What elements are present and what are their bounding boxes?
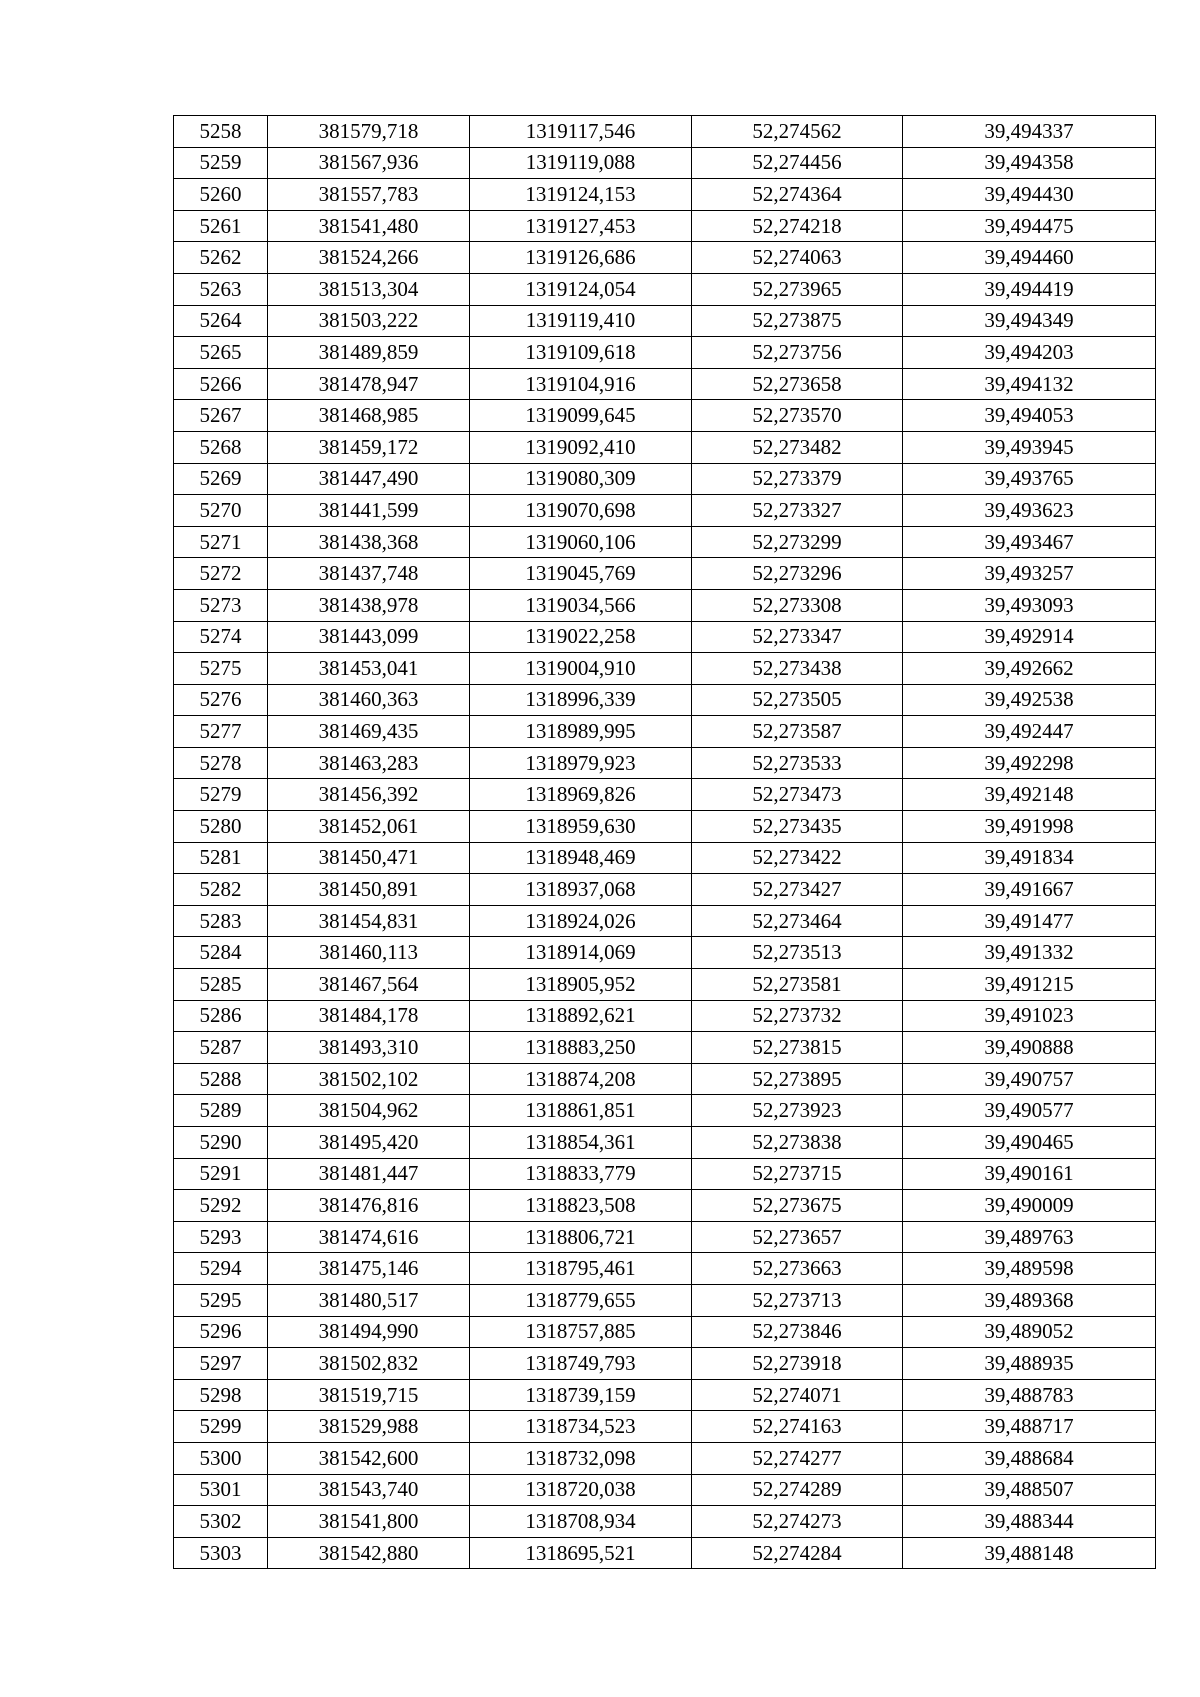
- point-number-cell: 5271: [174, 526, 268, 558]
- latitude-cell: 52,273422: [692, 842, 903, 874]
- x-coordinate-cell: 381495,420: [268, 1127, 470, 1159]
- y-coordinate-cell: 1318989,995: [470, 716, 692, 748]
- latitude-cell: 52,273732: [692, 1000, 903, 1032]
- y-coordinate-cell: 1318969,826: [470, 779, 692, 811]
- point-number-cell: 5273: [174, 589, 268, 621]
- y-coordinate-cell: 1318996,339: [470, 684, 692, 716]
- table-row: [174, 305, 1156, 337]
- point-number-cell: 5299: [174, 1411, 268, 1443]
- point-number-cell: 5267: [174, 400, 268, 432]
- table-row: [174, 1506, 1156, 1538]
- y-coordinate-cell: 1319004,910: [470, 653, 692, 685]
- x-coordinate-cell: 381481,447: [268, 1158, 470, 1190]
- point-number-cell: 5279: [174, 779, 268, 811]
- x-coordinate-cell: 381463,283: [268, 747, 470, 779]
- longitude-cell: 39,489763: [903, 1221, 1156, 1253]
- point-number-cell: 5283: [174, 905, 268, 937]
- x-coordinate-cell: 381567,936: [268, 147, 470, 179]
- longitude-cell: 39,494475: [903, 210, 1156, 242]
- x-coordinate-cell: 381467,564: [268, 969, 470, 1001]
- point-number-cell: 5264: [174, 305, 268, 337]
- x-coordinate-cell: 381541,800: [268, 1506, 470, 1538]
- coordinates-table-body: [174, 116, 1156, 1569]
- longitude-cell: 39,494349: [903, 305, 1156, 337]
- x-coordinate-cell: 381493,310: [268, 1032, 470, 1064]
- x-coordinate-cell: 381502,832: [268, 1348, 470, 1380]
- longitude-cell: 39,492447: [903, 716, 1156, 748]
- x-coordinate-cell: 381476,816: [268, 1190, 470, 1222]
- latitude-cell: 52,273918: [692, 1348, 903, 1380]
- longitude-cell: 39,492662: [903, 653, 1156, 685]
- point-number-cell: 5266: [174, 368, 268, 400]
- x-coordinate-cell: 381474,616: [268, 1221, 470, 1253]
- x-coordinate-cell: 381541,480: [268, 210, 470, 242]
- latitude-cell: 52,273570: [692, 400, 903, 432]
- point-number-cell: 5281: [174, 842, 268, 874]
- latitude-cell: 52,273427: [692, 874, 903, 906]
- table-row: [174, 431, 1156, 463]
- longitude-cell: 39,489598: [903, 1253, 1156, 1285]
- point-number-cell: 5274: [174, 621, 268, 653]
- x-coordinate-cell: 381579,718: [268, 116, 470, 148]
- longitude-cell: 39,494358: [903, 147, 1156, 179]
- y-coordinate-cell: 1318833,779: [470, 1158, 692, 1190]
- table-row: [174, 1316, 1156, 1348]
- table-row: [174, 1442, 1156, 1474]
- table-row: [174, 842, 1156, 874]
- longitude-cell: 39,490757: [903, 1063, 1156, 1095]
- table-row: [174, 273, 1156, 305]
- longitude-cell: 39,493623: [903, 495, 1156, 527]
- latitude-cell: 52,273675: [692, 1190, 903, 1222]
- latitude-cell: 52,273715: [692, 1158, 903, 1190]
- point-number-cell: 5260: [174, 179, 268, 211]
- y-coordinate-cell: 1319109,618: [470, 337, 692, 369]
- y-coordinate-cell: 1319034,566: [470, 589, 692, 621]
- table-row: [174, 116, 1156, 148]
- y-coordinate-cell: 1318739,159: [470, 1379, 692, 1411]
- longitude-cell: 39,491332: [903, 937, 1156, 969]
- latitude-cell: 52,273923: [692, 1095, 903, 1127]
- latitude-cell: 52,273895: [692, 1063, 903, 1095]
- point-number-cell: 5287: [174, 1032, 268, 1064]
- x-coordinate-cell: 381453,041: [268, 653, 470, 685]
- longitude-cell: 39,490888: [903, 1032, 1156, 1064]
- y-coordinate-cell: 1319022,258: [470, 621, 692, 653]
- point-number-cell: 5261: [174, 210, 268, 242]
- longitude-cell: 39,493945: [903, 431, 1156, 463]
- latitude-cell: 52,273875: [692, 305, 903, 337]
- y-coordinate-cell: 1318892,621: [470, 1000, 692, 1032]
- table-row: [174, 874, 1156, 906]
- longitude-cell: 39,494203: [903, 337, 1156, 369]
- latitude-cell: 52,273533: [692, 747, 903, 779]
- y-coordinate-cell: 1318720,038: [470, 1474, 692, 1506]
- x-coordinate-cell: 381450,891: [268, 874, 470, 906]
- point-number-cell: 5294: [174, 1253, 268, 1285]
- y-coordinate-cell: 1318806,721: [470, 1221, 692, 1253]
- latitude-cell: 52,273435: [692, 811, 903, 843]
- x-coordinate-cell: 381503,222: [268, 305, 470, 337]
- point-number-cell: 5270: [174, 495, 268, 527]
- longitude-cell: 39,490161: [903, 1158, 1156, 1190]
- latitude-cell: 52,273379: [692, 463, 903, 495]
- latitude-cell: 52,273663: [692, 1253, 903, 1285]
- latitude-cell: 52,273756: [692, 337, 903, 369]
- longitude-cell: 39,492538: [903, 684, 1156, 716]
- point-number-cell: 5277: [174, 716, 268, 748]
- longitude-cell: 39,491023: [903, 1000, 1156, 1032]
- longitude-cell: 39,488148: [903, 1537, 1156, 1569]
- point-number-cell: 5297: [174, 1348, 268, 1380]
- longitude-cell: 39,494430: [903, 179, 1156, 211]
- table-row: [174, 1063, 1156, 1095]
- longitude-cell: 39,492298: [903, 747, 1156, 779]
- x-coordinate-cell: 381543,740: [268, 1474, 470, 1506]
- x-coordinate-cell: 381438,368: [268, 526, 470, 558]
- table-row: [174, 1190, 1156, 1222]
- y-coordinate-cell: 1319119,410: [470, 305, 692, 337]
- table-row: [174, 526, 1156, 558]
- y-coordinate-cell: 1318874,208: [470, 1063, 692, 1095]
- longitude-cell: 39,491477: [903, 905, 1156, 937]
- latitude-cell: 52,273473: [692, 779, 903, 811]
- x-coordinate-cell: 381478,947: [268, 368, 470, 400]
- y-coordinate-cell: 1318937,068: [470, 874, 692, 906]
- point-number-cell: 5272: [174, 558, 268, 590]
- y-coordinate-cell: 1319080,309: [470, 463, 692, 495]
- latitude-cell: 52,273299: [692, 526, 903, 558]
- y-coordinate-cell: 1319060,106: [470, 526, 692, 558]
- longitude-cell: 39,489052: [903, 1316, 1156, 1348]
- x-coordinate-cell: 381519,715: [268, 1379, 470, 1411]
- table-row: [174, 1032, 1156, 1064]
- table-row: [174, 337, 1156, 369]
- x-coordinate-cell: 381454,831: [268, 905, 470, 937]
- point-number-cell: 5286: [174, 1000, 268, 1032]
- table-row: [174, 653, 1156, 685]
- y-coordinate-cell: 1319127,453: [470, 210, 692, 242]
- y-coordinate-cell: 1318734,523: [470, 1411, 692, 1443]
- longitude-cell: 39,494337: [903, 116, 1156, 148]
- y-coordinate-cell: 1318779,655: [470, 1284, 692, 1316]
- x-coordinate-cell: 381513,304: [268, 273, 470, 305]
- x-coordinate-cell: 381480,517: [268, 1284, 470, 1316]
- longitude-cell: 39,492914: [903, 621, 1156, 653]
- point-number-cell: 5282: [174, 874, 268, 906]
- y-coordinate-cell: 1318749,793: [470, 1348, 692, 1380]
- y-coordinate-cell: 1319124,054: [470, 273, 692, 305]
- latitude-cell: 52,274163: [692, 1411, 903, 1443]
- y-coordinate-cell: 1318979,923: [470, 747, 692, 779]
- table-row: [174, 1095, 1156, 1127]
- table-row: [174, 1411, 1156, 1443]
- point-number-cell: 5285: [174, 969, 268, 1001]
- y-coordinate-cell: 1319092,410: [470, 431, 692, 463]
- x-coordinate-cell: 381557,783: [268, 179, 470, 211]
- table-row: [174, 1284, 1156, 1316]
- longitude-cell: 39,490009: [903, 1190, 1156, 1222]
- point-number-cell: 5303: [174, 1537, 268, 1569]
- latitude-cell: 52,273482: [692, 431, 903, 463]
- table-row: [174, 1379, 1156, 1411]
- latitude-cell: 52,274218: [692, 210, 903, 242]
- longitude-cell: 39,491998: [903, 811, 1156, 843]
- x-coordinate-cell: 381460,363: [268, 684, 470, 716]
- y-coordinate-cell: 1319104,916: [470, 368, 692, 400]
- latitude-cell: 52,273815: [692, 1032, 903, 1064]
- x-coordinate-cell: 381452,061: [268, 811, 470, 843]
- point-number-cell: 5289: [174, 1095, 268, 1127]
- latitude-cell: 52,274273: [692, 1506, 903, 1538]
- y-coordinate-cell: 1318924,026: [470, 905, 692, 937]
- point-number-cell: 5296: [174, 1316, 268, 1348]
- table-row: [174, 747, 1156, 779]
- y-coordinate-cell: 1318883,250: [470, 1032, 692, 1064]
- point-number-cell: 5263: [174, 273, 268, 305]
- latitude-cell: 52,273846: [692, 1316, 903, 1348]
- longitude-cell: 39,488344: [903, 1506, 1156, 1538]
- y-coordinate-cell: 1318948,469: [470, 842, 692, 874]
- table-row: [174, 1253, 1156, 1285]
- latitude-cell: 52,273464: [692, 905, 903, 937]
- point-number-cell: 5262: [174, 242, 268, 274]
- table-row: [174, 1158, 1156, 1190]
- point-number-cell: 5258: [174, 116, 268, 148]
- y-coordinate-cell: 1319099,645: [470, 400, 692, 432]
- y-coordinate-cell: 1318854,361: [470, 1127, 692, 1159]
- point-number-cell: 5275: [174, 653, 268, 685]
- y-coordinate-cell: 1319124,153: [470, 179, 692, 211]
- longitude-cell: 39,488507: [903, 1474, 1156, 1506]
- x-coordinate-cell: 381441,599: [268, 495, 470, 527]
- table-row: [174, 463, 1156, 495]
- point-number-cell: 5298: [174, 1379, 268, 1411]
- latitude-cell: 52,274456: [692, 147, 903, 179]
- table-row: [174, 1348, 1156, 1380]
- longitude-cell: 39,492148: [903, 779, 1156, 811]
- point-number-cell: 5269: [174, 463, 268, 495]
- latitude-cell: 52,274063: [692, 242, 903, 274]
- x-coordinate-cell: 381460,113: [268, 937, 470, 969]
- y-coordinate-cell: 1318795,461: [470, 1253, 692, 1285]
- table-row: [174, 937, 1156, 969]
- point-number-cell: 5302: [174, 1506, 268, 1538]
- point-number-cell: 5259: [174, 147, 268, 179]
- point-number-cell: 5290: [174, 1127, 268, 1159]
- table-row: [174, 1537, 1156, 1569]
- x-coordinate-cell: 381489,859: [268, 337, 470, 369]
- table-row: [174, 1127, 1156, 1159]
- point-number-cell: 5278: [174, 747, 268, 779]
- y-coordinate-cell: 1318732,098: [470, 1442, 692, 1474]
- x-coordinate-cell: 381542,600: [268, 1442, 470, 1474]
- latitude-cell: 52,273505: [692, 684, 903, 716]
- latitude-cell: 52,274071: [692, 1379, 903, 1411]
- latitude-cell: 52,274289: [692, 1474, 903, 1506]
- table-row: [174, 242, 1156, 274]
- longitude-cell: 39,490577: [903, 1095, 1156, 1127]
- longitude-cell: 39,491667: [903, 874, 1156, 906]
- latitude-cell: 52,274562: [692, 116, 903, 148]
- x-coordinate-cell: 381469,435: [268, 716, 470, 748]
- point-number-cell: 5291: [174, 1158, 268, 1190]
- longitude-cell: 39,491215: [903, 969, 1156, 1001]
- x-coordinate-cell: 381437,748: [268, 558, 470, 590]
- table-row: [174, 210, 1156, 242]
- table-row: [174, 969, 1156, 1001]
- table-row: [174, 1000, 1156, 1032]
- x-coordinate-cell: 381438,978: [268, 589, 470, 621]
- table-row: [174, 368, 1156, 400]
- x-coordinate-cell: 381456,392: [268, 779, 470, 811]
- table-row: [174, 716, 1156, 748]
- longitude-cell: 39,488717: [903, 1411, 1156, 1443]
- table-row: [174, 147, 1156, 179]
- y-coordinate-cell: 1318695,521: [470, 1537, 692, 1569]
- table-row: [174, 495, 1156, 527]
- table-row: [174, 621, 1156, 653]
- x-coordinate-cell: 381494,990: [268, 1316, 470, 1348]
- x-coordinate-cell: 381502,102: [268, 1063, 470, 1095]
- y-coordinate-cell: 1318914,069: [470, 937, 692, 969]
- point-number-cell: 5301: [174, 1474, 268, 1506]
- table-row: [174, 179, 1156, 211]
- longitude-cell: 39,491834: [903, 842, 1156, 874]
- longitude-cell: 39,494132: [903, 368, 1156, 400]
- longitude-cell: 39,493467: [903, 526, 1156, 558]
- latitude-cell: 52,273327: [692, 495, 903, 527]
- y-coordinate-cell: 1318861,851: [470, 1095, 692, 1127]
- table-row: [174, 1221, 1156, 1253]
- point-number-cell: 5293: [174, 1221, 268, 1253]
- point-number-cell: 5265: [174, 337, 268, 369]
- longitude-cell: 39,493093: [903, 589, 1156, 621]
- longitude-cell: 39,490465: [903, 1127, 1156, 1159]
- x-coordinate-cell: 381529,988: [268, 1411, 470, 1443]
- longitude-cell: 39,488684: [903, 1442, 1156, 1474]
- latitude-cell: 52,273308: [692, 589, 903, 621]
- longitude-cell: 39,493257: [903, 558, 1156, 590]
- y-coordinate-cell: 1318959,630: [470, 811, 692, 843]
- table-row: [174, 684, 1156, 716]
- latitude-cell: 52,273713: [692, 1284, 903, 1316]
- table-row: [174, 905, 1156, 937]
- y-coordinate-cell: 1318708,934: [470, 1506, 692, 1538]
- latitude-cell: 52,274277: [692, 1442, 903, 1474]
- longitude-cell: 39,494460: [903, 242, 1156, 274]
- point-number-cell: 5280: [174, 811, 268, 843]
- table-row: [174, 558, 1156, 590]
- longitude-cell: 39,494053: [903, 400, 1156, 432]
- x-coordinate-cell: 381524,266: [268, 242, 470, 274]
- x-coordinate-cell: 381504,962: [268, 1095, 470, 1127]
- longitude-cell: 39,493765: [903, 463, 1156, 495]
- point-number-cell: 5300: [174, 1442, 268, 1474]
- x-coordinate-cell: 381484,178: [268, 1000, 470, 1032]
- latitude-cell: 52,273965: [692, 273, 903, 305]
- table-row: [174, 589, 1156, 621]
- latitude-cell: 52,274364: [692, 179, 903, 211]
- point-number-cell: 5268: [174, 431, 268, 463]
- table-row: [174, 400, 1156, 432]
- y-coordinate-cell: 1318823,508: [470, 1190, 692, 1222]
- longitude-cell: 39,489368: [903, 1284, 1156, 1316]
- latitude-cell: 52,273513: [692, 937, 903, 969]
- x-coordinate-cell: 381468,985: [268, 400, 470, 432]
- x-coordinate-cell: 381447,490: [268, 463, 470, 495]
- coordinates-table: [173, 115, 1156, 1569]
- latitude-cell: 52,273581: [692, 969, 903, 1001]
- latitude-cell: 52,273657: [692, 1221, 903, 1253]
- x-coordinate-cell: 381443,099: [268, 621, 470, 653]
- point-number-cell: 5292: [174, 1190, 268, 1222]
- y-coordinate-cell: 1319045,769: [470, 558, 692, 590]
- x-coordinate-cell: 381475,146: [268, 1253, 470, 1285]
- x-coordinate-cell: 381459,172: [268, 431, 470, 463]
- y-coordinate-cell: 1319126,686: [470, 242, 692, 274]
- latitude-cell: 52,274284: [692, 1537, 903, 1569]
- latitude-cell: 52,273347: [692, 621, 903, 653]
- y-coordinate-cell: 1319070,698: [470, 495, 692, 527]
- table-row: [174, 779, 1156, 811]
- point-number-cell: 5288: [174, 1063, 268, 1095]
- x-coordinate-cell: 381450,471: [268, 842, 470, 874]
- y-coordinate-cell: 1318905,952: [470, 969, 692, 1001]
- point-number-cell: 5295: [174, 1284, 268, 1316]
- latitude-cell: 52,273658: [692, 368, 903, 400]
- table-row: [174, 1474, 1156, 1506]
- point-number-cell: 5284: [174, 937, 268, 969]
- longitude-cell: 39,488935: [903, 1348, 1156, 1380]
- y-coordinate-cell: 1318757,885: [470, 1316, 692, 1348]
- longitude-cell: 39,494419: [903, 273, 1156, 305]
- y-coordinate-cell: 1319119,088: [470, 147, 692, 179]
- latitude-cell: 52,273296: [692, 558, 903, 590]
- latitude-cell: 52,273438: [692, 653, 903, 685]
- latitude-cell: 52,273587: [692, 716, 903, 748]
- table-row: [174, 811, 1156, 843]
- latitude-cell: 52,273838: [692, 1127, 903, 1159]
- x-coordinate-cell: 381542,880: [268, 1537, 470, 1569]
- y-coordinate-cell: 1319117,546: [470, 116, 692, 148]
- point-number-cell: 5276: [174, 684, 268, 716]
- longitude-cell: 39,488783: [903, 1379, 1156, 1411]
